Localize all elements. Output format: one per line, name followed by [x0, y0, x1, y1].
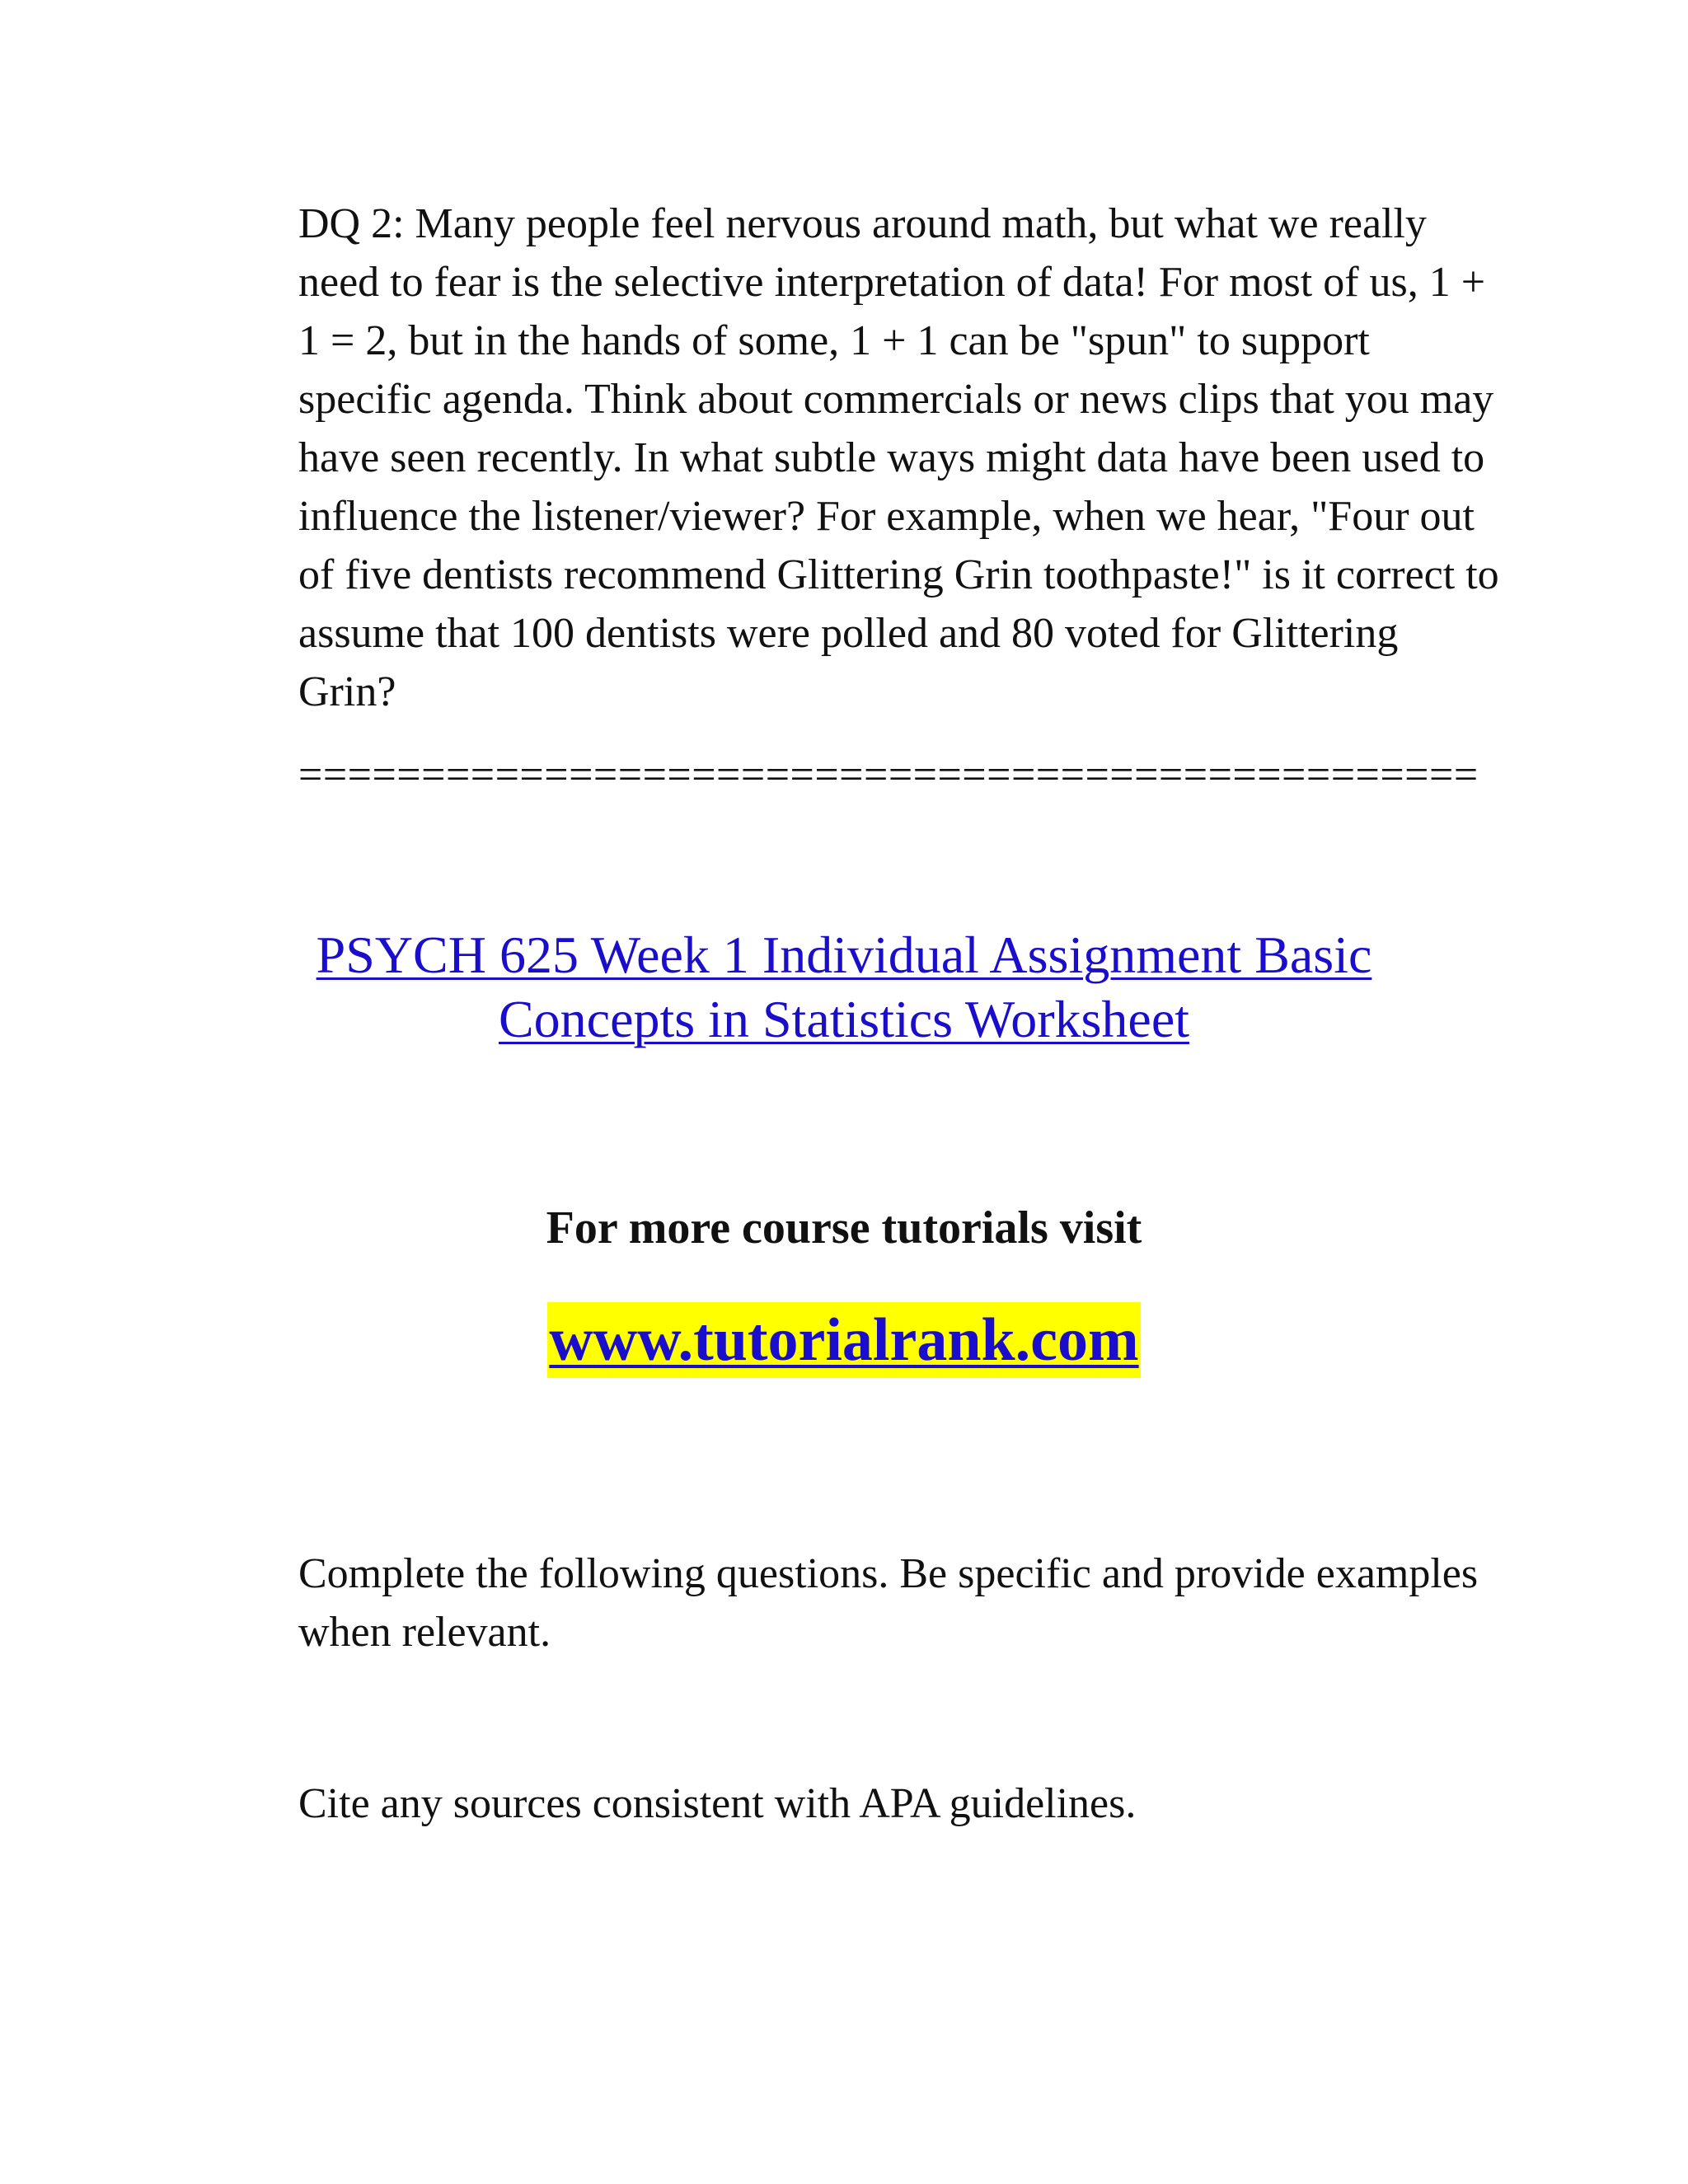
discussion-question-paragraph: DQ 2: Many people feel nervous around math, but what we really need to fear is the selective interpretation of data! For most of us, 1 + 1 = 2, but in the hands of some, 1 + 1 can be "spun" to support specific agenda. Think about commercials or news clips that you may have seen recently. In what subtle ways might data have been used to influence the listener/viewer? For example, when we hear, "Four out of five dentists recommend Glittering Grin toothpaste!" is it correct to assume that 100 dentists were polled and 80 voted for Glittering Grin? [298, 200, 1499, 715]
instructions-paragraph: Complete the following questions. Be specific and provide examples when relevant. [298, 1550, 1479, 1656]
website-link-container [247, 1302, 1441, 1378]
section-divider: ================================================ [298, 752, 1479, 799]
assignment-title-link[interactable]: PSYCH 625 Week 1 Individual Assignment Basic Concepts in Statistics Worksheet [316, 926, 1372, 1048]
citation-note-paragraph: Cite any sources consistent with APA guidelines. [298, 1780, 1137, 1827]
more-tutorials-heading: For more course tutorials visit [546, 1202, 1142, 1254]
website-link[interactable]: www.tutorialrank.com [547, 1302, 1140, 1378]
